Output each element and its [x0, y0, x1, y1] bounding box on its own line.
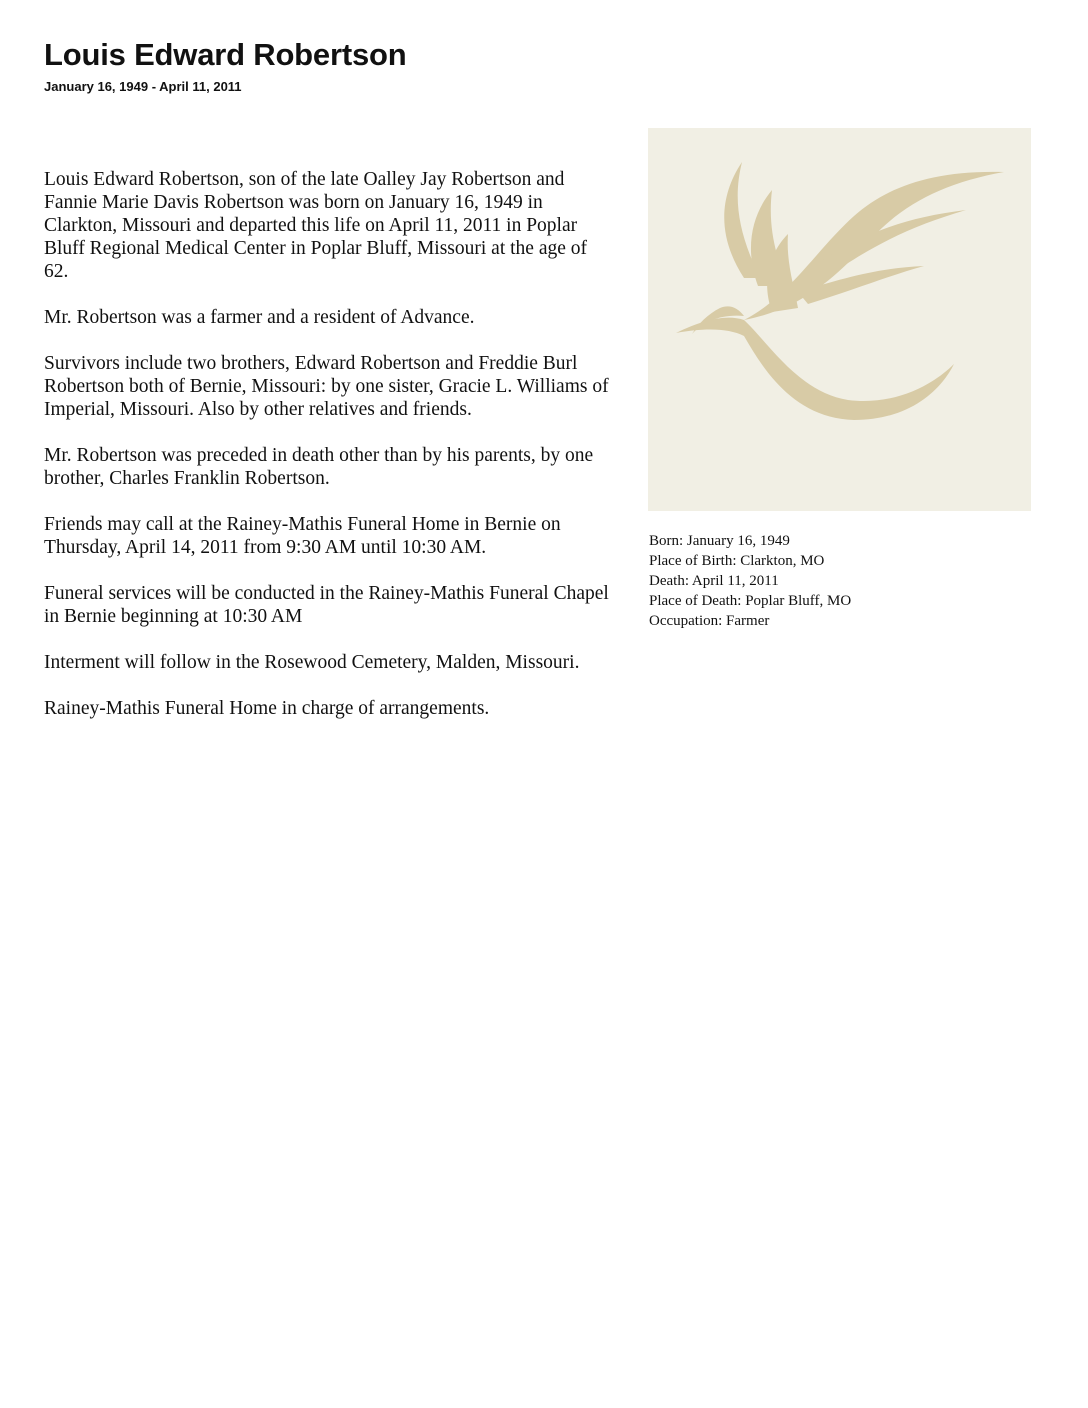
- place-of-birth-fact: Place of Birth: Clarkton, MO: [649, 553, 825, 569]
- dove-icon: [648, 128, 1031, 511]
- occupation-fact: Occupation: Farmer: [649, 613, 770, 629]
- obituary-paragraph: Louis Edward Robertson, son of the late Oalley Jay Robertson and Fannie Marie Davis Robertson was born on January 16, 1949 in Clarkton, Missouri and departed this life on April 11, 2011 in Poplar Bluff Regional Medical Center in Poplar Bluff, Missouri at the age of 62.: [44, 169, 588, 282]
- obituary-paragraph: Mr. Robertson was a farmer and a resident of Advance.: [44, 307, 475, 328]
- obituary-paragraph: Rainey-Mathis Funeral Home in charge of arrangements.: [44, 698, 490, 719]
- obituary-paragraph: Survivors include two brothers, Edward Robertson and Freddie Burl Robertson both of Bernie, Missouri: by one sister, Gracie L. Williams of Imperial, Missouri. Also by other relatives and friends.: [44, 353, 609, 420]
- obituary-paragraph: Mr. Robertson was preceded in death other than by his parents, by one brother, Charles Franklin Robertson.: [44, 445, 594, 489]
- place-of-death-fact: Place of Death: Poplar Bluff, MO: [649, 593, 852, 609]
- obituary-paragraph: Friends may call at the Rainey-Mathis Funeral Home in Bernie on Thursday, April 14, 2011 from 9:30 AM until 10:30 AM.: [44, 514, 561, 558]
- obituary-header: [44, 36, 744, 96]
- page-title: Louis Edward Robertson: [44, 37, 407, 72]
- vital-facts: [649, 531, 1029, 631]
- obituary-text: [44, 168, 614, 743]
- obituary-paragraph: Funeral services will be conducted in the Rainey-Mathis Funeral Chapel in Bernie beginning at 10:30 AM: [44, 583, 609, 627]
- life-dates: January 16, 1949 - April 11, 2011: [44, 79, 242, 94]
- death-fact: Death: April 11, 2011: [649, 573, 779, 589]
- obituary-paragraph: Interment will follow in the Rosewood Cemetery, Malden, Missouri.: [44, 652, 580, 673]
- memorial-photo: [648, 128, 1031, 511]
- born-fact: Born: January 16, 1949: [649, 533, 790, 549]
